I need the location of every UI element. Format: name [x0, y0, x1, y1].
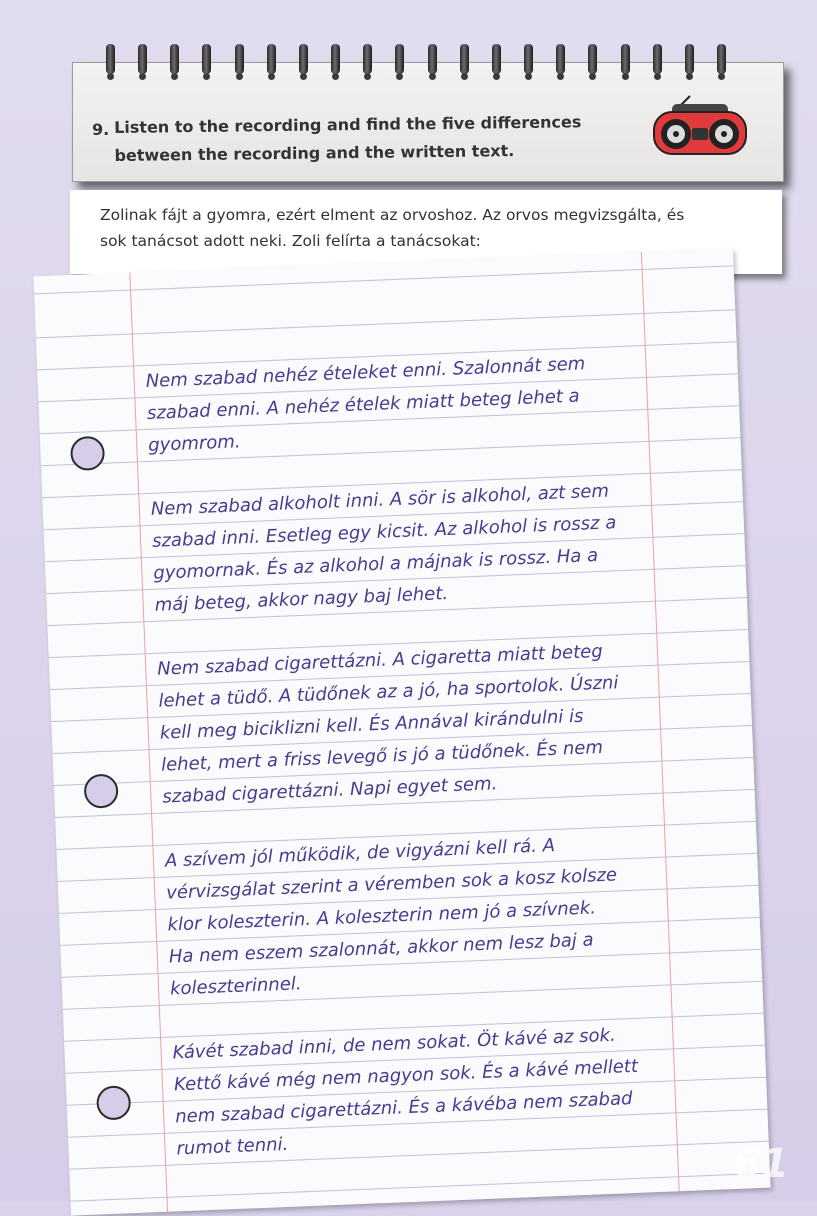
spiral-ring — [331, 44, 340, 74]
spiral-ring — [170, 44, 179, 74]
note-paragraph-4 — [164, 826, 670, 1006]
note-line: máj beteg, akkor nagy baj lehet. — [154, 583, 449, 616]
spiral-ring — [492, 44, 501, 74]
intro-line-1: Zolinak fájt a gyomra, ezért elment az orvoshoz. Az orvos megvizsgálta, és — [100, 206, 685, 224]
spiral-binding — [106, 44, 726, 80]
intro-text — [100, 202, 740, 254]
spiral-ring — [267, 44, 276, 74]
spiral-ring — [653, 44, 662, 74]
spiral-ring — [202, 44, 211, 74]
spiral-ring — [685, 44, 694, 74]
intro-line-2: sok tanácsot adott neki. Zoli felírta a tanácsokat: — [100, 232, 481, 250]
note-line: Nem szabad cigarettázni. A cigaretta miatt beteg — [156, 640, 604, 680]
notebook-paper — [33, 248, 770, 1215]
note-line: Nem szabad nehéz ételeket enni. Szalonnát sem — [145, 353, 586, 392]
note-line: gyomornak. És az alkohol a májnak is rossz. Ha a — [153, 544, 599, 584]
spiral-ring — [235, 44, 244, 74]
page-number: 61 — [733, 1141, 789, 1187]
note-line: gyomrom. — [147, 431, 241, 456]
punch-hole — [70, 436, 105, 471]
punch-hole — [96, 1085, 131, 1120]
cd-player-icon — [650, 94, 750, 158]
note-line: Nem szabad alkoholt inni. A sör is alkohol, azt sem — [150, 480, 610, 520]
note-line: nem szabad cigarettázni. És a kávéba nem szabad — [174, 1088, 633, 1128]
note-paragraph-3 — [157, 634, 663, 814]
exercise-instruction — [114, 108, 635, 170]
spiral-ring — [106, 44, 115, 74]
exercise-number: 9. — [92, 120, 110, 139]
note-line: lehet a tüdő. A tüdőnek az a jó, ha sportolok. Úszni — [158, 672, 619, 712]
punch-hole — [83, 773, 118, 808]
spiral-ring — [299, 44, 308, 74]
spiral-ring — [363, 44, 372, 74]
spiral-ring — [460, 44, 469, 74]
spiral-ring — [717, 44, 726, 74]
note-line: Kávét szabad inni, de nem sokat. Öt kávé az sok. — [172, 1024, 617, 1064]
note-line: kell meg biciklizni kell. És Annával kirándulni is — [159, 705, 584, 744]
spiral-ring — [428, 44, 437, 74]
note-line: lehet, mert a friss levegő is jó a tüdőnek. És nem — [160, 736, 604, 776]
note-line: szabad cigarettázni. Napi egyet sem. — [162, 773, 498, 808]
instruction-line-1: Listen to the recording and find the five differences — [114, 112, 582, 137]
note-line: koleszterinnel. — [169, 973, 302, 1000]
note-line: szabad enni. A nehéz ételek miatt beteg lehet a — [146, 385, 581, 424]
spiral-ring — [524, 44, 533, 74]
instruction-line-2: between the recording and the written text. — [114, 141, 515, 165]
note-line: Kettő kávé még nem nagyon sok. És a kávé mellett — [173, 1055, 639, 1096]
note-line: Ha nem eszem szalonnát, akkor nem lesz baj a — [168, 929, 594, 968]
spiral-ring — [395, 44, 404, 74]
spiral-ring — [621, 44, 630, 74]
spiral-ring — [556, 44, 565, 74]
note-line: szabad inni. Esetleg egy kicsit. Az alkohol is rossz a — [151, 512, 617, 552]
note-line: klor koleszterin. A koleszterin nem jó a szívnek. — [167, 897, 597, 936]
note-line: rumot tenni. — [176, 1133, 289, 1160]
note-paragraph-2 — [150, 474, 655, 622]
spiral-ring — [138, 44, 147, 74]
note-paragraph-5 — [172, 1017, 677, 1165]
note-line: A szívem jól működik, de vigyázni kell rá. A — [164, 834, 556, 872]
note-line: vérvizsgálat szerint a véremben sok a kosz kolsze — [165, 864, 618, 904]
spiral-ring — [588, 44, 597, 74]
note-paragraph-1 — [145, 346, 648, 462]
